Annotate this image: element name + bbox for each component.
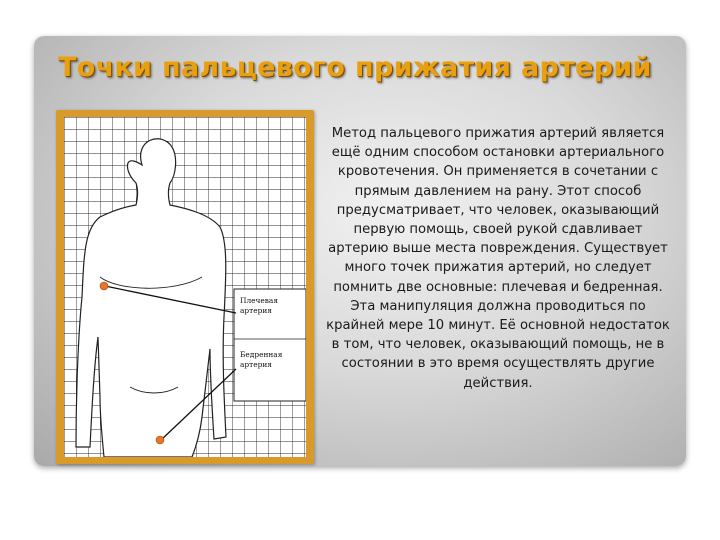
brachial-label-line1: Плечевая: [240, 296, 279, 305]
figure-image: [64, 117, 306, 457]
brachial-label-line2: артерия: [240, 306, 272, 315]
femoral-pressure-point: [156, 436, 164, 444]
brachial-pressure-point: [100, 282, 108, 290]
femoral-label-line1: Бедренная: [240, 350, 283, 359]
body-diagram: [64, 117, 306, 457]
body-text: Метод пальцевого прижатия артерий является ещё одним способом остановки артериального кровотечения. Он применяется в сочетании с прямым давлением на рану. Этот способ предусматривает, что человек, оказывающий первую помощь, своей рукой сдавливает артерию выше места повреждения. Существует много точек прижатия артерий, но следует помнить две основные: плечевая и бедренная. Эта манипуляция должна проводиться по крайней мере 10 минут. Её основной недостаток в том, что человек, оказывающий помощь, не в состоянии в это время осуществлять другие действия.: [326, 126, 670, 391]
femoral-label-line2: артерия: [240, 360, 272, 369]
figure-frame: [56, 110, 314, 464]
slide-title: Точки пальцевого прижатия артерий: [58, 52, 652, 83]
